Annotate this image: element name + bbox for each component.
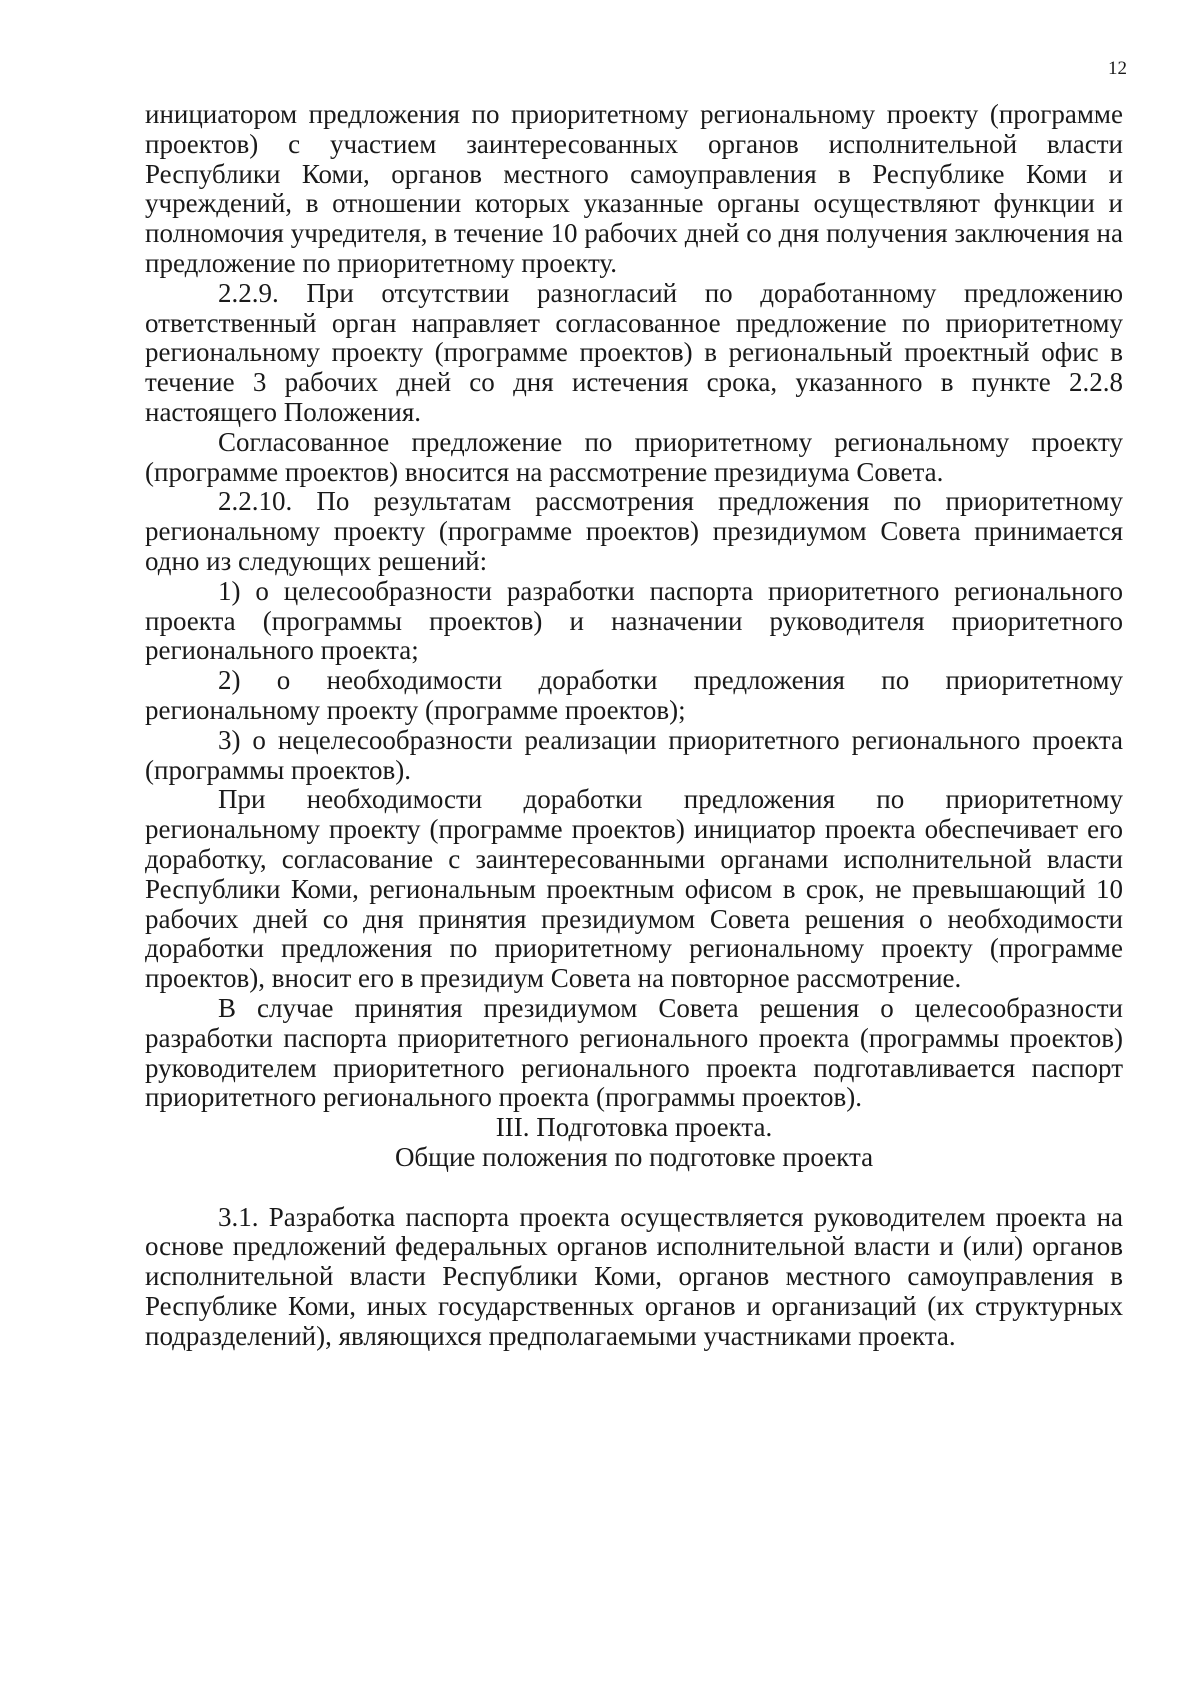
paragraph: 2.2.10. По результатам рассмотрения предложения по приоритетному региональному проекту (программе проектов) президиумом Совета принимается одно из следующих решений: [145, 486, 1123, 576]
paragraph: 2) о необходимости доработки предложения по приоритетному региональному проекту (программе проектов); [145, 665, 1123, 725]
section-spacer [145, 1173, 1123, 1203]
paragraph: 3.1. Разработка паспорта проекта осуществляется руководителем проекта на основе предложений федеральных органов исполнительной власти и (или) органов исполнительной власти Республики Коми, органов местного самоуправления в Республике Коми, иных государственных органов и организаций (их структурных подразделений), являющихся предполагаемыми участниками проекта. [145, 1201, 1123, 1351]
paragraphs-before-section [145, 100, 1123, 1113]
document-body [145, 100, 1123, 1352]
page-number: 12 [1108, 58, 1127, 79]
paragraph: При необходимости доработки предложения по приоритетному региональному проекту (программе проектов) инициатор проекта обеспечивает его доработку, согласование с заинтересованными органами исполнительной власти Республики Коми, региональным проектным офисом в срок, не превышающий 10 рабочих дней со дня принятия президиумом Совета решения о необходимости доработки предложения по приоритетному региональному проекту (программе проектов), вносит его в президиум Совета на повторное рассмотрение. [145, 784, 1123, 994]
paragraph: 1) о целесообразности разработки паспорта приоритетного регионального проекта (программы проектов) и назначении руководителя приоритетного регионального проекта; [145, 575, 1123, 666]
section-subtitle: Общие положения по подготовке проекта [394, 1141, 874, 1172]
paragraph: инициатором предложения по приоритетному региональному проекту (программе проектов) с участием заинтересованных органов исполнительной власти Республики Коми, органов местного самоуправления в Республике Коми и учреждений, в отношении которых указанные органы осуществляют функции и полномочия учредителя, в течение 10 рабочих дней со дня получения заключения на предложение по приоритетному проекту. [145, 99, 1123, 278]
section-title: III. Подготовка проекта. [495, 1112, 773, 1143]
paragraph: 3) о нецелесообразности реализации приоритетного регионального проекта (программы проектов). [145, 724, 1123, 785]
paragraphs-after-section [145, 1203, 1123, 1352]
paragraph: В случае принятия президиумом Совета решения о целесообразности разработки паспорта приоритетного регионального проекта (программы проектов) руководителем приоритетного регионального проекта подготавливается паспорт приоритетного регионального проекта (программы проектов). [145, 992, 1123, 1113]
paragraph: 2.2.9. При отсутствии разногласий по доработанному предложению ответственный орган направляет согласованное предложение по приоритетному региональному проекту (программе проектов) в региональный проектный офис в течение 3 рабочих дней со дня истечения срока, указанного в пункте 2.2.8 настоящего Положения. [145, 277, 1123, 427]
paragraph: Согласованное предложение по приоритетному региональному проекту (программе проектов) вносится на рассмотрение президиума Совета. [145, 426, 1123, 487]
